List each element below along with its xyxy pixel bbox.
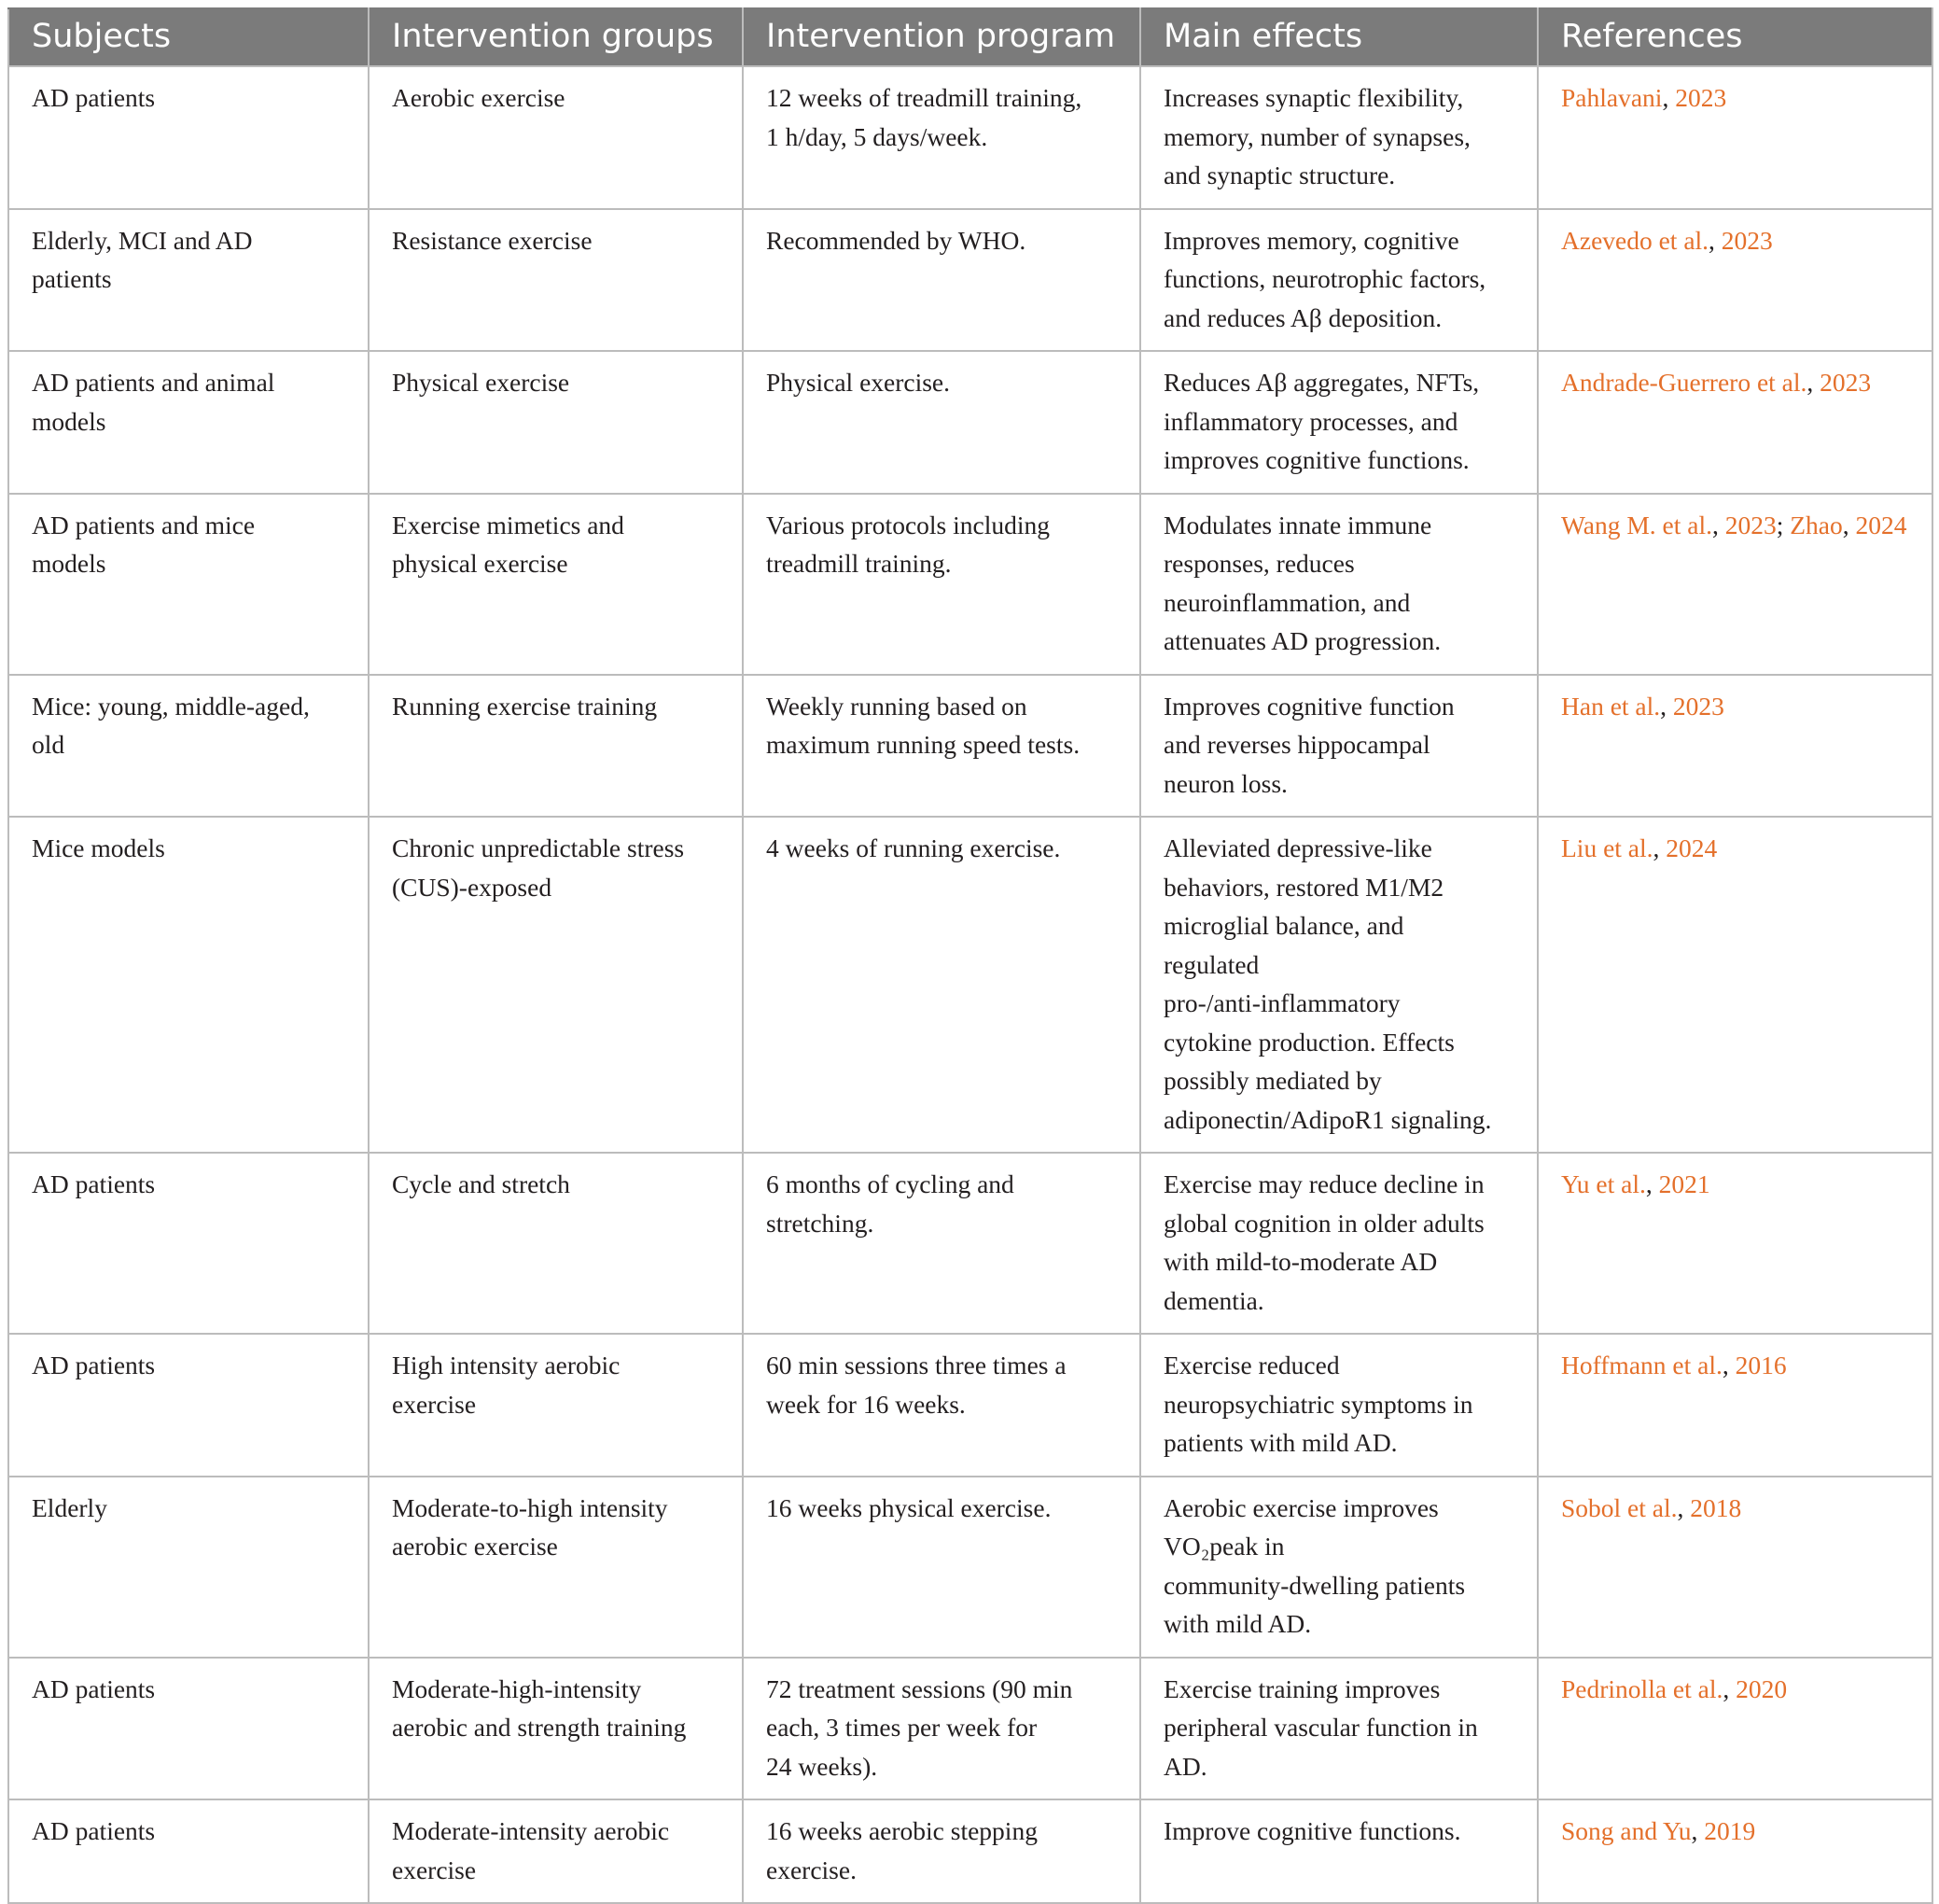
cell-references <box>1538 817 1932 1153</box>
reference-author-link[interactable]: Han et al. <box>1561 691 1661 721</box>
cell-subjects: AD patients <box>8 1153 369 1334</box>
reference-author-link[interactable]: Azevedo et al. <box>1561 225 1709 255</box>
cell-main-effects: Aerobic exercise improves VO₂peak in community-dwelling patients with mild AD. <box>1140 1477 1538 1658</box>
reference-comma: , <box>1660 691 1673 721</box>
cell-intervention-groups: Aerobic exercise <box>369 66 743 209</box>
cell-intervention-program: Physical exercise. <box>743 351 1140 494</box>
cell-references <box>1538 66 1932 209</box>
cell-subjects: AD patients <box>8 1799 369 1903</box>
cell-main-effects: Exercise training improves peripheral vascular function in AD. <box>1140 1658 1538 1800</box>
reference-author-link[interactable]: Sobol et al. <box>1561 1492 1678 1522</box>
reference-year-link[interactable]: 2023 <box>1820 368 1872 397</box>
reference-comma: , <box>1677 1492 1691 1522</box>
table-row <box>8 1153 1932 1334</box>
cell-subjects: Mice: young, middle-aged, old <box>8 675 369 818</box>
cell-intervention-groups: Running exercise training <box>369 675 743 818</box>
reference-author-link[interactable]: Zhao <box>1790 510 1843 539</box>
table-row <box>8 1658 1932 1800</box>
cell-subjects: AD patients <box>8 1658 369 1800</box>
reference-author-link[interactable]: Wang M. et al. <box>1561 510 1712 539</box>
header-references: References <box>1538 8 1932 66</box>
reference-year-link[interactable]: 2024 <box>1666 833 1718 862</box>
reference-comma: , <box>1653 833 1667 862</box>
cell-intervention-program: Various protocols including treadmill training. <box>743 494 1140 675</box>
reference-separator: ; <box>1776 510 1791 539</box>
reference-author-link[interactable]: Liu et al. <box>1561 833 1653 862</box>
reference-year-link[interactable]: 2023 <box>1721 225 1773 255</box>
reference-author-link[interactable]: Song and Yu <box>1561 1816 1692 1845</box>
cell-intervention-groups: Resistance exercise <box>369 209 743 352</box>
header-intervention-groups: Intervention groups <box>369 8 743 66</box>
table-row <box>8 1477 1932 1658</box>
reference-year-link[interactable]: 2023 <box>1724 510 1777 539</box>
reference-year-link[interactable]: 2024 <box>1855 510 1907 539</box>
reference-author-link[interactable]: Andrade-Guerrero et al. <box>1561 368 1807 397</box>
reference-author-link[interactable]: Hoffmann et al. <box>1561 1351 1723 1379</box>
cell-intervention-program: 60 min sessions three times a week for 16 weeks. <box>743 1334 1140 1477</box>
cell-intervention-groups: Chronic unpredictable stress (CUS)-exposed <box>369 817 743 1153</box>
reference-year-link[interactable]: 2021 <box>1658 1169 1710 1198</box>
table-container <box>7 7 1932 1904</box>
cell-main-effects: Improves memory, cognitive functions, neurotrophic factors, and reduces Aβ deposition. <box>1140 209 1538 352</box>
reference-year-link[interactable]: 2019 <box>1704 1816 1756 1845</box>
table-header <box>8 8 1932 66</box>
cell-intervention-program: Recommended by WHO. <box>743 209 1140 352</box>
cell-references <box>1538 1334 1932 1477</box>
table-row <box>8 209 1932 352</box>
cell-subjects: AD patients <box>8 1334 369 1477</box>
cell-intervention-groups: High intensity aerobic exercise <box>369 1334 743 1477</box>
cell-main-effects: Improves cognitive function and reverses hippocampal neuron loss. <box>1140 675 1538 818</box>
cell-intervention-groups: Exercise mimetics and physical exercise <box>369 494 743 675</box>
reference-year-link[interactable]: 2018 <box>1690 1492 1742 1522</box>
exercise-intervention-table <box>7 7 1933 1904</box>
cell-references <box>1538 1153 1932 1334</box>
reference-comma: , <box>1662 83 1676 112</box>
reference-comma: , <box>1842 510 1856 539</box>
cell-intervention-program: 16 weeks aerobic stepping exercise. <box>743 1799 1140 1903</box>
cell-references <box>1538 351 1932 494</box>
cell-intervention-program: 6 months of cycling and stretching. <box>743 1153 1140 1334</box>
cell-references <box>1538 1658 1932 1800</box>
header-row <box>8 8 1932 66</box>
cell-intervention-program: 12 weeks of treadmill training, 1 h/day, 5 days/week. <box>743 66 1140 209</box>
reference-year-link[interactable]: 2023 <box>1672 691 1724 721</box>
cell-subjects: Elderly <box>8 1477 369 1658</box>
cell-main-effects: Improve cognitive functions. <box>1140 1799 1538 1903</box>
cell-intervention-program: 72 treatment sessions (90 min each, 3 times per week for 24 weeks). <box>743 1658 1140 1800</box>
table-row <box>8 817 1932 1153</box>
reference-year-link[interactable]: 2016 <box>1735 1351 1787 1379</box>
cell-intervention-groups: Cycle and stretch <box>369 1153 743 1334</box>
table-body <box>8 66 1932 1903</box>
cell-subjects: Elderly, MCI and AD patients <box>8 209 369 352</box>
table-row <box>8 1799 1932 1903</box>
cell-main-effects: Increases synaptic flexibility, memory, number of synapses, and synaptic structure. <box>1140 66 1538 209</box>
cell-main-effects: Modulates innate immune responses, reduces neuroinflammation, and attenuates AD progression. <box>1140 494 1538 675</box>
cell-references <box>1538 1477 1932 1658</box>
reference-author-link[interactable]: Pahlavani <box>1561 83 1663 112</box>
cell-main-effects: Exercise may reduce decline in global cognition in older adults with mild-to-moderate AD dementia. <box>1140 1153 1538 1334</box>
cell-references <box>1538 494 1932 675</box>
cell-references <box>1538 675 1932 818</box>
cell-intervention-groups: Moderate-intensity aerobic exercise <box>369 1799 743 1903</box>
reference-comma: , <box>1711 510 1725 539</box>
cell-subjects: AD patients and mice models <box>8 494 369 675</box>
cell-intervention-groups: Moderate-to-high intensity aerobic exercise <box>369 1477 743 1658</box>
header-intervention-program: Intervention program <box>743 8 1140 66</box>
reference-comma: , <box>1691 1816 1705 1845</box>
cell-subjects: AD patients <box>8 66 369 209</box>
table-row <box>8 675 1932 818</box>
reference-comma: , <box>1723 1673 1737 1703</box>
cell-intervention-program: 4 weeks of running exercise. <box>743 817 1140 1153</box>
cell-intervention-groups: Physical exercise <box>369 351 743 494</box>
reference-comma: , <box>1645 1169 1659 1198</box>
cell-main-effects: Exercise reduced neuropsychiatric symptoms in patients with mild AD. <box>1140 1334 1538 1477</box>
reference-author-link[interactable]: Pedrinolla et al. <box>1561 1673 1723 1703</box>
cell-intervention-groups: Moderate-high-intensity aerobic and strength training <box>369 1658 743 1800</box>
header-subjects: Subjects <box>8 8 369 66</box>
table-row <box>8 66 1932 209</box>
cell-intervention-program: Weekly running based on maximum running speed tests. <box>743 675 1140 818</box>
table-row <box>8 494 1932 675</box>
cell-references <box>1538 209 1932 352</box>
cell-references <box>1538 1799 1932 1903</box>
reference-comma: , <box>1806 368 1820 397</box>
reference-comma: , <box>1722 1351 1736 1379</box>
table-row <box>8 1334 1932 1477</box>
reference-year-link[interactable]: 2020 <box>1736 1673 1788 1703</box>
reference-year-link[interactable]: 2023 <box>1675 83 1727 112</box>
reference-comma: , <box>1709 225 1722 255</box>
header-main-effects: Main effects <box>1140 8 1538 66</box>
table-row <box>8 351 1932 494</box>
cell-subjects: AD patients and animal models <box>8 351 369 494</box>
cell-subjects: Mice models <box>8 817 369 1153</box>
cell-intervention-program: 16 weeks physical exercise. <box>743 1477 1140 1658</box>
cell-main-effects: Reduces Aβ aggregates, NFTs, inflammatory processes, and improves cognitive functions. <box>1140 351 1538 494</box>
cell-main-effects: Alleviated depressive-like behaviors, restored M1/M2 microglial balance, and regulated pro-/anti-inflammatory cytokine production. Effects possibly mediated by adiponectin/AdipoR1 signaling. <box>1140 817 1538 1153</box>
reference-author-link[interactable]: Yu et al. <box>1561 1169 1646 1198</box>
